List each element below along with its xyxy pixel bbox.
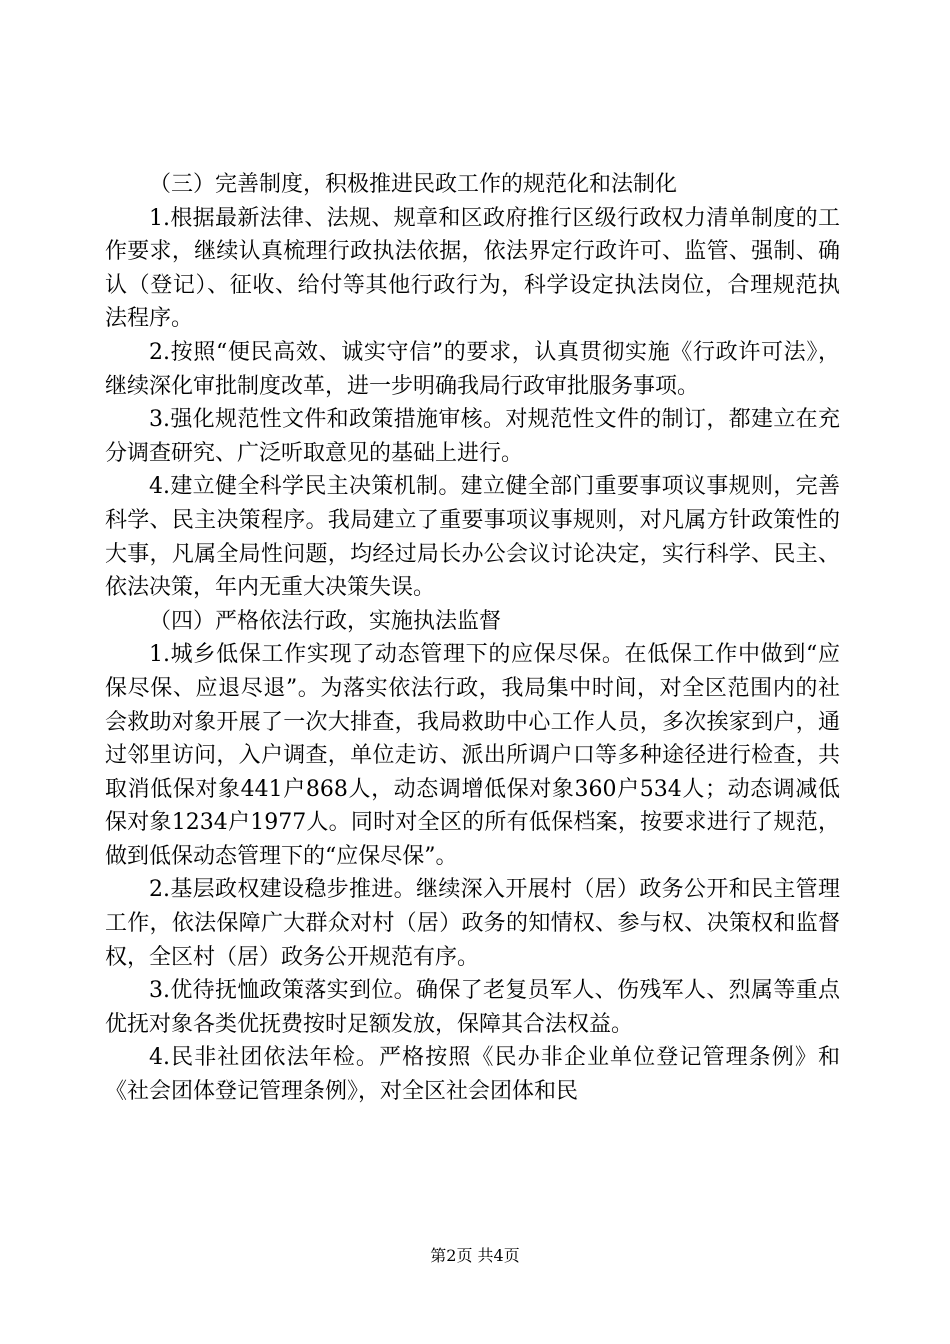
page-number-footer: 第2页 共4页	[430, 1246, 520, 1265]
paragraph: 2.按照“便民高效、诚实守信”的要求，认真贯彻实施《行政许可法》，继续深化审批制度改革，进一步明确我局行政审批服务事项。	[105, 339, 840, 399]
paragraph: 1.根据最新法律、法规、规章和区政府推行区级行政权力清单制度的工作要求，继续认真梳理行政执法依据，依法界定行政许可、监管、强制、确认（登记）、征收、给付等其他行政行为，科学设定执法岗位，合理规范执法程序。	[105, 205, 840, 332]
paragraph: 3.强化规范性文件和政策措施审核。对规范性文件的制订，都建立在充分调查研究、广泛听取意见的基础上进行。	[105, 407, 840, 466]
section-heading-4: （四）严格依法行政，实施执法监督	[149, 608, 502, 634]
paragraph: 4.民非社团依法年检。严格按照《民办非企业单位登记管理条例》和《社会团体登记管理条例》，对全区社会团体和民	[105, 1045, 840, 1105]
paragraph: 4.建立健全科学民主决策机制。建立健全部门重要事项议事规则，完善科学、民主决策程序。我局建立了重要事项议事规则，对凡属方针政策性的大事，凡属全局性问题，均经过局长办公会议讨论决定，实行科学、民主、依法决策，年内无重大决策失误。	[105, 474, 840, 601]
paragraph: 2.基层政权建设稳步推进。继续深入开展村（居）政务公开和民主管理工作，依法保障广大群众对村（居）政务的知情权、参与权、决策权和监督权，全区村（居）政务公开规范有序。	[105, 877, 840, 970]
section-heading-3: （三）完善制度，积极推进民政工作的规范化和法制化	[149, 172, 678, 197]
paragraph: 3.优待抚恤政策落实到位。确保了老复员军人、伤残军人、烈属等重点优抚对象各类优抚费按时足额发放，保障其合法权益。	[105, 978, 840, 1037]
document-body	[105, 168, 840, 1109]
paragraph: 1.城乡低保工作实现了动态管理下的应保尽保。在低保工作中做到“应保尽保、应退尽退”。为落实依法行政，我局集中时间，对全区范围内的社会救助对象开展了一次大排查，我局救助中心工作人员，多次挨家到户，通过邻里访问，入户调查，单位走访、派出所调户口等多种途径进行检查，共取消低保对象441户868人，动态调增低保对象360户534人；动态调减低保对象1234户1977人。同时对全区的所有低保档案，按要求进行了规范，做到低保动态管理下的“应保尽保”。	[105, 642, 840, 869]
